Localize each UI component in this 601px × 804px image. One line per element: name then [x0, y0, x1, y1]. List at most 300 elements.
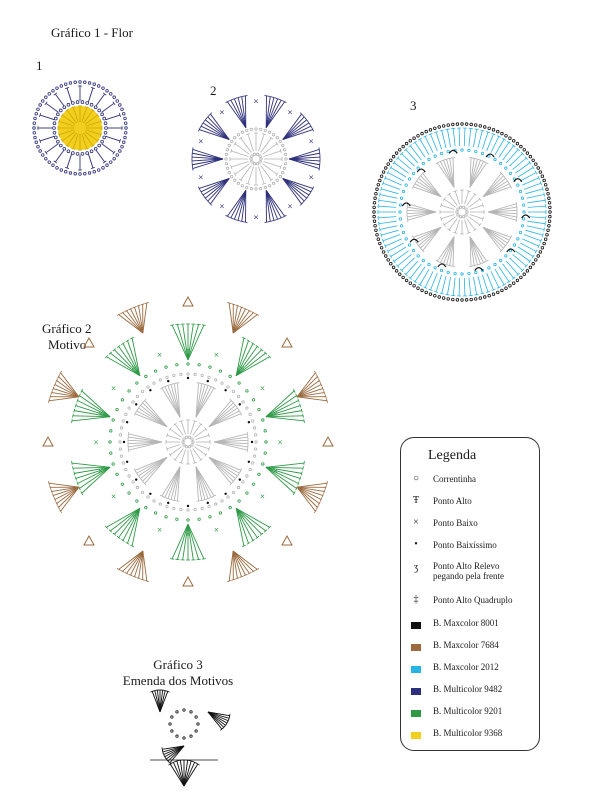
chain-stitch — [272, 182, 274, 184]
chain-stitch — [81, 152, 84, 155]
gray-fan — [137, 457, 167, 473]
chain-stitch — [539, 171, 542, 174]
stitch-cap — [72, 419, 73, 423]
stitch-cap — [475, 294, 479, 295]
chain-stitch — [517, 238, 519, 240]
double-crochet-icon: Ŧ — [412, 495, 420, 506]
stitch-cap — [507, 281, 510, 283]
gray-stitch — [441, 214, 454, 218]
chain-stitch — [187, 373, 189, 375]
chain-stitch — [548, 220, 551, 223]
legend-box: Legenda ○ Correntinha Ŧ Ponto Alto × Ponto Baixo • Ponto Baixíssimo ʒ Ponto Alto Relevo pegando pela frente ‡ Ponto Alto Quadruplo B. Maxcolor 8001 B. Maxcolor 7684 B. Maxcolor 2012 B. Multicolor 9482 B. Multicolor 9201 B. Multicolor 9368 — [400, 437, 540, 751]
chain-stitch — [483, 296, 486, 299]
chain-stitch — [474, 298, 477, 301]
chain-stitch — [546, 188, 549, 191]
chain-stitch — [35, 141, 38, 144]
chain-stitch — [428, 158, 430, 160]
chain-stitch — [283, 167, 285, 169]
chain-stitch — [93, 83, 96, 86]
brown-fan — [61, 373, 79, 397]
chain-stitch — [165, 516, 167, 518]
chain-stitch — [268, 185, 270, 187]
chain-stitch — [54, 117, 57, 120]
stitch-cap — [234, 173, 236, 176]
chain-stitch — [145, 506, 147, 508]
chart2-title-line1: Gráfico 2 — [42, 321, 92, 336]
chain-stitch — [194, 508, 196, 510]
chain-stitch — [227, 496, 229, 498]
chain-stitch — [125, 127, 128, 130]
stitch-cap — [276, 173, 278, 176]
chain-stitch — [539, 251, 542, 254]
slip-stitch-icon: • — [414, 539, 418, 550]
chain-stitch — [121, 483, 123, 485]
chain-stitch — [112, 463, 114, 465]
stitch-cap — [480, 293, 484, 294]
gray-fan — [139, 457, 167, 476]
blue-stitch — [394, 163, 409, 174]
chain-stitch — [447, 298, 450, 301]
chain-stitch — [456, 299, 459, 302]
chain-stitch — [136, 500, 138, 502]
double-crochet — [67, 154, 72, 168]
chain-stitch — [190, 735, 192, 737]
stitch-cap — [475, 129, 479, 130]
stitch-cap — [73, 466, 74, 470]
step2-label: 2 — [210, 83, 217, 98]
chain-stitch — [392, 266, 395, 269]
slip-stitch — [167, 502, 169, 504]
chain-stitch — [187, 509, 189, 511]
chain-stitch — [165, 366, 167, 368]
chain-stitch — [237, 486, 239, 488]
chain-stitch — [124, 132, 127, 135]
chain-stitch — [521, 197, 523, 199]
chain-stitch — [228, 171, 230, 173]
chain-stitch — [253, 153, 255, 155]
green-fan — [266, 467, 300, 478]
brown-picot — [282, 536, 292, 545]
chain-stitch — [183, 444, 185, 446]
stitch-cap — [240, 96, 244, 97]
blue-stitch — [513, 254, 527, 266]
chain-stitch — [488, 294, 491, 297]
chain-stitch — [237, 134, 239, 136]
stitch-cap — [379, 198, 380, 202]
stitch-cap — [227, 580, 231, 581]
brown-fan — [233, 551, 249, 573]
blue-stitch — [527, 221, 545, 224]
gray-fan — [209, 411, 239, 427]
chain-stitch — [132, 481, 134, 483]
chain-stitch — [63, 147, 66, 150]
stitch-cap — [272, 97, 276, 98]
green-fan — [80, 396, 111, 417]
gray-fan — [483, 227, 503, 248]
chain-stitch — [454, 272, 456, 274]
chain-stitch — [132, 401, 134, 403]
blue-stitch — [394, 251, 409, 262]
stitch-cap — [239, 137, 242, 139]
chain-stitch — [399, 218, 401, 220]
stitch-cap — [268, 96, 272, 97]
chain-stitch — [246, 475, 248, 477]
chain-stitch — [272, 134, 274, 136]
chain-stitch — [255, 441, 257, 443]
chain-stitch — [438, 126, 441, 129]
chain-stitch — [54, 136, 57, 139]
green-fan — [177, 324, 188, 360]
double-crochet — [40, 115, 54, 120]
blue-stitch — [524, 235, 541, 241]
chain-stitch — [461, 273, 463, 275]
stitch-cap — [529, 161, 531, 164]
chain-stitch — [101, 140, 104, 143]
chain-stitch — [390, 159, 393, 162]
single-crochet: × — [272, 410, 279, 419]
chain-stitch — [166, 505, 168, 507]
chain-stitch — [60, 85, 63, 88]
slip-stitch — [251, 441, 253, 443]
gray-fan — [209, 403, 233, 427]
chain-stitch — [154, 512, 156, 514]
chain-stitch — [483, 126, 486, 129]
chain-stitch — [512, 282, 515, 285]
legend-title: Legenda — [428, 448, 477, 463]
chain-stitch — [374, 224, 377, 227]
chain-stitch — [496, 130, 499, 133]
brown-picot — [84, 536, 94, 545]
chain-stitch — [374, 197, 377, 200]
brown-fan — [119, 315, 143, 333]
chain-stitch — [505, 287, 508, 290]
chain-stitch — [102, 167, 105, 170]
chain-stitch — [120, 455, 122, 457]
single-crochet: × — [239, 364, 246, 373]
chain-stitch — [98, 109, 101, 112]
brown-picot — [183, 297, 193, 306]
chain-stitch — [260, 158, 262, 160]
chain-stitch — [56, 87, 59, 90]
chain-stitch — [549, 206, 552, 209]
chain-stitch — [461, 149, 463, 151]
chain-stitch — [180, 373, 182, 375]
slip-stitch — [123, 441, 125, 443]
chain-stitch — [94, 147, 97, 150]
chain-stitch — [171, 716, 173, 718]
color-swatch — [411, 666, 421, 673]
blue-stitch — [528, 217, 546, 218]
chain-stitch — [39, 150, 42, 153]
chain-stitch — [176, 711, 178, 713]
chain-stitch — [268, 131, 270, 133]
stitch-cap — [199, 459, 202, 461]
front-post-stitch — [402, 203, 410, 206]
stitch-cap — [301, 409, 302, 413]
step3-label: 3 — [410, 98, 417, 113]
chain-stitch — [422, 259, 424, 261]
chain-stitch — [110, 430, 112, 432]
chain-stitch — [523, 273, 526, 276]
chain-stitch — [124, 122, 127, 125]
color-swatch — [411, 732, 421, 739]
blue-stitch — [503, 264, 514, 278]
chain-stitch — [541, 175, 544, 178]
gray-fan — [209, 457, 233, 481]
chain-stitch — [110, 452, 112, 454]
chain-stitch — [116, 154, 119, 157]
chain-stitch — [234, 137, 236, 139]
chain-stitch — [447, 150, 449, 152]
blue-stitch — [442, 130, 446, 147]
brown-picot — [84, 338, 94, 347]
chain-stitch — [90, 150, 93, 153]
green-fan — [76, 467, 110, 478]
chain-stitch — [259, 155, 261, 157]
green-fan — [177, 524, 188, 560]
stitch-cap — [186, 760, 190, 761]
stitch-cap — [199, 423, 202, 425]
chain-stitch — [405, 238, 407, 240]
blue-stitch — [406, 150, 418, 163]
single-crochet: × — [253, 97, 259, 106]
stitch-cap — [173, 423, 176, 425]
stitch-cap — [544, 228, 545, 232]
front-post-icon: ʒ — [413, 562, 419, 573]
chain-stitch — [459, 216, 461, 218]
chain-stitch — [400, 225, 402, 227]
double-crochet — [55, 94, 64, 106]
blue-stitch — [402, 258, 415, 271]
single-crochet: × — [308, 137, 315, 146]
chain-stitch — [279, 175, 281, 177]
blue-stitch — [503, 146, 514, 160]
brown-fan — [119, 551, 143, 569]
chain-stitch — [537, 255, 540, 258]
gray-stitch — [190, 421, 194, 434]
fan-stitch — [266, 190, 274, 220]
chain-stitch — [413, 137, 416, 140]
chain-stitch — [227, 386, 229, 388]
blue-stitch — [525, 230, 542, 235]
chain-stitch — [39, 104, 42, 107]
chain-stitch — [128, 475, 130, 477]
stitch-cap — [447, 229, 450, 231]
stitch-cap — [173, 459, 176, 461]
chain-stitch — [546, 233, 549, 236]
blue-stitch — [478, 276, 482, 293]
chain-stitch — [377, 238, 380, 241]
stitch-cap — [73, 414, 74, 418]
blue-stitch — [482, 275, 488, 292]
chain-stitch — [262, 463, 264, 465]
blue-stitch — [383, 183, 400, 189]
stitch-cap — [202, 559, 206, 560]
brown-fan — [233, 551, 257, 569]
chain-stitch — [124, 136, 127, 139]
gray-stitch — [464, 191, 468, 204]
chain-stitch — [56, 167, 59, 170]
chain-stitch — [41, 100, 44, 103]
blue-stitch — [506, 261, 518, 274]
chain-stitch — [228, 144, 230, 146]
blue-stitch — [447, 129, 450, 147]
stitch-cap — [379, 228, 380, 232]
blue-stitch — [453, 278, 455, 296]
chain-stitch — [209, 366, 211, 368]
flower-step1-diagram — [33, 81, 128, 176]
chain-stitch — [276, 137, 278, 139]
chain-stitch — [176, 364, 178, 366]
brown-fan — [127, 311, 143, 333]
chain-stitch — [33, 122, 36, 125]
chain-stitch — [76, 152, 79, 155]
chain-stitch — [252, 399, 254, 401]
chart1-title: Gráfico 1 - Flor — [51, 25, 133, 40]
chain-stitch — [122, 420, 124, 422]
single-crochet: × — [197, 173, 204, 182]
single-crochet: × — [185, 530, 191, 539]
chain-stitch — [523, 211, 525, 213]
chain-stitch — [264, 129, 266, 131]
stitch-cap — [48, 399, 49, 403]
stitch-cap — [381, 187, 382, 191]
chain-stitch — [398, 273, 401, 276]
stitch-cap — [205, 427, 207, 430]
gray-fan — [421, 227, 441, 248]
brown-fan — [229, 303, 233, 333]
chain-stitch — [395, 152, 398, 155]
chain-stitch — [470, 123, 473, 126]
chain-stitch — [532, 262, 535, 265]
gray-stitch — [455, 220, 459, 233]
chain-stitch — [519, 190, 521, 192]
stitch-cap — [175, 383, 179, 384]
chain-stitch — [399, 204, 401, 206]
chain-stitch — [375, 229, 378, 232]
chain-stitch — [499, 259, 501, 261]
chain-stitch — [505, 167, 507, 169]
chain-stitch — [185, 436, 187, 438]
chain-stitch — [113, 96, 116, 99]
stitch-cap — [516, 218, 517, 222]
chain-stitch — [53, 131, 56, 134]
single-crochet: × — [218, 108, 225, 117]
chain-stitch — [136, 382, 138, 384]
chain-stitch — [242, 401, 244, 403]
fan-stitch — [231, 190, 246, 217]
green-fan — [266, 406, 300, 417]
blue-stitch — [431, 134, 438, 151]
blue-stitch — [499, 267, 509, 282]
chain-stitch — [198, 518, 200, 520]
blue-stitch — [447, 277, 450, 295]
chain-stitch — [53, 122, 56, 125]
chain-stitch — [549, 211, 552, 214]
chain-stitch — [505, 134, 508, 137]
gray-fan — [140, 457, 167, 478]
chain-stitch — [76, 101, 79, 104]
chain-stitch — [188, 446, 190, 448]
chain-stitch — [37, 108, 40, 111]
slip-stitch — [167, 380, 169, 382]
slip-stitch — [135, 478, 137, 480]
stitch-cap — [189, 760, 193, 761]
slip-stitch — [224, 493, 226, 495]
gray-fan — [209, 405, 236, 426]
chain-stitch — [59, 109, 62, 112]
stitch-cap — [276, 142, 278, 145]
brown-fan — [57, 487, 79, 503]
chain-stitch — [387, 163, 390, 166]
chain-stitch — [250, 187, 252, 189]
blue-stitch — [410, 264, 421, 278]
stitch-cap — [264, 96, 268, 97]
stitch-cap — [379, 193, 380, 197]
chain-stitch — [461, 299, 464, 302]
chain-stitch — [492, 129, 495, 132]
chain-stitch — [74, 172, 77, 175]
chain-stitch — [548, 224, 551, 227]
chain-stitch — [447, 124, 450, 127]
join-bottom-fan — [170, 764, 184, 786]
gray-fan — [143, 457, 167, 481]
stitch-cap — [192, 167, 193, 171]
chain-stitch — [516, 279, 519, 282]
slip-stitch — [126, 461, 128, 463]
chain-stitch — [246, 407, 248, 409]
green-fan — [188, 524, 199, 560]
chain-stitch — [183, 709, 185, 711]
chain-stitch — [549, 215, 552, 218]
blue-stitch — [431, 273, 438, 290]
double-crochet — [88, 154, 93, 168]
slip-stitch — [248, 461, 250, 463]
chain-stitch — [258, 408, 260, 410]
chain-stitch — [221, 500, 223, 502]
single-crochet-icon: × — [413, 517, 419, 528]
blue-stitch — [442, 276, 446, 293]
single-crochet: × — [213, 351, 220, 360]
chain-stitch — [79, 81, 82, 84]
chain-stitch — [183, 737, 185, 739]
gray-fan — [209, 457, 237, 476]
chain-stitch — [513, 244, 515, 246]
chain-stitch — [264, 430, 266, 432]
blue-stitch — [436, 132, 442, 149]
chain-stitch — [285, 158, 287, 160]
chain-stitch — [253, 163, 255, 165]
gray-fan — [209, 457, 239, 473]
gray-fan — [143, 403, 167, 427]
chain-stitch — [494, 158, 496, 160]
gray-stitch — [181, 421, 185, 434]
chain-stitch — [147, 386, 149, 388]
chain-stitch — [254, 448, 256, 450]
double-crochet — [106, 115, 120, 120]
fan-stitch — [266, 100, 281, 127]
gray-stitch — [470, 205, 483, 209]
chain-stitch — [417, 287, 420, 290]
stitch-cap — [202, 325, 206, 326]
single-crochet: × — [185, 346, 191, 355]
chain-stitch — [195, 730, 197, 732]
gray-fan — [209, 457, 231, 483]
blue-stitch — [378, 217, 396, 218]
stitch-cap — [440, 130, 444, 131]
chain-stitch — [390, 262, 393, 265]
stitch-cap — [445, 294, 449, 295]
